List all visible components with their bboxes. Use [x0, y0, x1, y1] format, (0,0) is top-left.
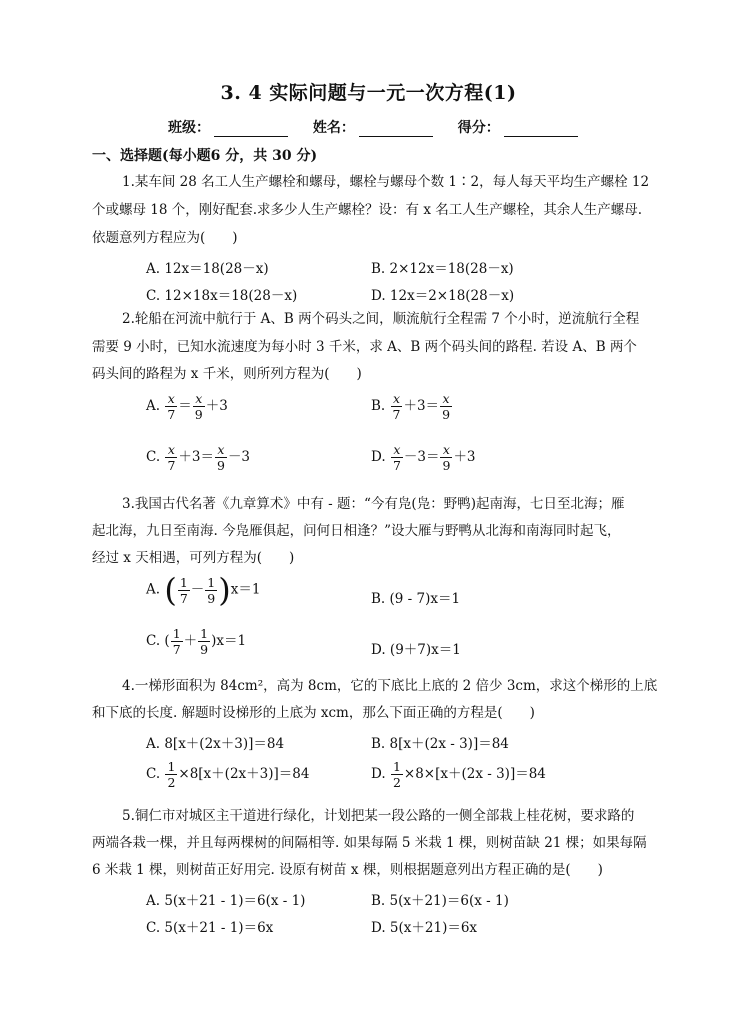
name-field[interactable]	[359, 122, 433, 137]
q5-line3: 6 米栽 1 棵，则树苗正好用完. 设原有树苗 x 棵，则根据题意列出方程正确的是( )	[92, 862, 603, 878]
q4-option-c[interactable]	[146, 759, 309, 790]
section-heading: 一、选择题(每小题6 分，共 30 分)	[92, 148, 318, 164]
q3-option-c[interactable]: C. ( $\frac{1}{7}$ ＋ $\frac{1}{9}$ )x＝1	[146, 626, 247, 657]
q3-option-d[interactable]: D. (9＋7)x＝1	[371, 642, 461, 658]
q3-line3: 经过 x 天相遇，可列方程为( )	[92, 550, 295, 566]
option-letter: B.	[371, 398, 386, 414]
q2-line3: 码头间的路程为 x 千米，则所列方程为( )	[92, 366, 362, 382]
fraction: $\frac{x}{7}$	[392, 391, 401, 422]
option-letter: D.	[371, 766, 386, 782]
option-letter: C.	[146, 766, 161, 782]
option-letter: A.	[146, 581, 161, 598]
q2-option-a[interactable]: A. $\frac{x}{7}$ ＝ $\frac{x}{9}$ ＋3	[146, 391, 228, 422]
fraction: $\frac{1}{9}$	[200, 626, 209, 657]
q2-option-c[interactable]: C. $\frac{x}{7}$ ＋3＝ $\frac{x}{9}$ －3	[146, 442, 251, 473]
q5-option-a[interactable]: A. 5(x＋21 - 1)＝6(x - 1)	[146, 893, 306, 909]
option-letter: C.	[146, 449, 161, 465]
q2-line2: 需要 9 小时，已知水流速度为每小时 3 千米，求 A、B 两个码头间的路程. 若设 A、B 两个	[92, 339, 637, 355]
page-title: 3. 4 实际问题与一元一次方程(1)	[220, 82, 517, 104]
fraction: $\frac{1}{7}$	[179, 574, 188, 606]
equation-tail: ×8×[x＋(2x - 3)]＝84	[403, 766, 546, 782]
q1-line3: 依题意列方程应为( )	[92, 230, 238, 246]
q1-option-a[interactable]: A. 12x＝18(28－x)	[146, 261, 269, 277]
class-field[interactable]	[214, 122, 288, 137]
q5-option-c[interactable]: C. 5(x＋21 - 1)＝6x	[146, 920, 274, 936]
name-label: 姓名：	[312, 120, 355, 136]
score-label: 得分：	[457, 120, 500, 136]
q1-line1: 1.某车间 28 名工人生产螺栓和螺母，螺栓与螺母个数 1∶2，每人每天平均生产螺栓 12	[122, 174, 650, 190]
q4-option-d[interactable]	[371, 759, 546, 790]
fraction: $\frac{x}{9}$	[442, 442, 451, 473]
equation-tail: x＝1	[230, 581, 261, 598]
fraction: $\frac{x}{7}$	[167, 391, 176, 422]
q2-line1: 2.轮船在河流中航行于 A、B 两个码头之间，顺流航行全程需 7 个小时，逆流航行全程	[122, 311, 640, 327]
class-label: 班级：	[168, 120, 210, 136]
score-field[interactable]	[504, 122, 578, 137]
q3-option-a[interactable]: A. ( $\frac{1}{7}$ － $\frac{1}{9}$ )x＝1	[146, 571, 261, 609]
q3-line2: 起北海，九日至南海. 今凫雁俱起，问何日相逢？”设大雁与野鸭从北海和南海同时起飞，	[92, 523, 621, 539]
fraction: $\frac{1}{7}$	[172, 626, 181, 657]
q3-line1: 3.我国古代名著《九章算术》中有 - 题：“今有凫(凫：野鸭)起南海，七日至北海；雁	[122, 496, 625, 512]
student-info-row	[168, 117, 598, 137]
option-letter: D.	[371, 449, 386, 465]
fraction: $\frac{x}{7}$	[392, 442, 401, 473]
fraction: $\frac{x}{9}$	[216, 442, 225, 473]
q3-option-b[interactable]: B. (9 - 7)x＝1	[371, 591, 461, 607]
q5-line1: 5.铜仁市对城区主干道进行绿化，计划把某一段公路的一侧全部栽上桂花树，要求路的	[122, 808, 635, 824]
equation-tail: x＝1	[216, 633, 247, 649]
q2-option-b[interactable]: B. $\frac{x}{7}$ ＋3＝ $\frac{x}{9}$	[371, 391, 451, 422]
option-letter: C.	[146, 633, 161, 649]
q5-line2: 两端各栽一棵，并且每两棵树的间隔相等. 如果每隔 5 米栽 1 棵，则树苗缺 21 棵；如果每隔	[92, 835, 647, 851]
q1-option-c[interactable]: C. 12×18x＝18(28－x)	[146, 288, 298, 304]
q4-line2: 和下底的长度. 解题时设梯形的上底为 xcm，那么下面正确的方程是( )	[92, 705, 535, 721]
fraction: $\frac{1}{2}$	[392, 759, 401, 790]
option-letter: A.	[146, 398, 161, 414]
q1-option-b[interactable]: B. 2×12x＝18(28－x)	[371, 261, 514, 277]
q4-option-b[interactable]: B. 8[x＋(2x - 3)]＝84	[371, 736, 509, 752]
q5-option-b[interactable]: B. 5(x＋21)＝6(x - 1)	[371, 893, 509, 909]
fraction: $\frac{1}{9}$	[207, 574, 216, 606]
fraction: $\frac{x}{7}$	[167, 442, 176, 473]
q5-option-d[interactable]: D. 5(x＋21)＝6x	[371, 920, 478, 936]
q1-line2: 个或螺母 18 个，刚好配套.求多少人生产螺栓？设：有 x 名工人生产螺栓，其余人生产螺母.	[92, 202, 643, 218]
fraction: $\frac{x}{9}$	[442, 391, 451, 422]
fraction: $\frac{1}{2}$	[167, 759, 176, 790]
q2-option-d[interactable]: D. $\frac{x}{7}$ －3＝ $\frac{x}{9}$ ＋3	[371, 442, 476, 473]
q4-option-a[interactable]: A. 8[x＋(2x＋3)]＝84	[146, 736, 285, 752]
q4-line1: 4.一梯形面积为 84cm²，高为 8cm，它的下底比上底的 2 倍少 3cm，求这个梯形的上底	[122, 678, 658, 694]
equation-tail: ×8[x＋(2x＋3)]＝84	[178, 766, 310, 782]
fraction: $\frac{x}{9}$	[194, 391, 203, 422]
q1-option-d[interactable]: D. 12x＝2×18(28－x)	[371, 288, 515, 304]
